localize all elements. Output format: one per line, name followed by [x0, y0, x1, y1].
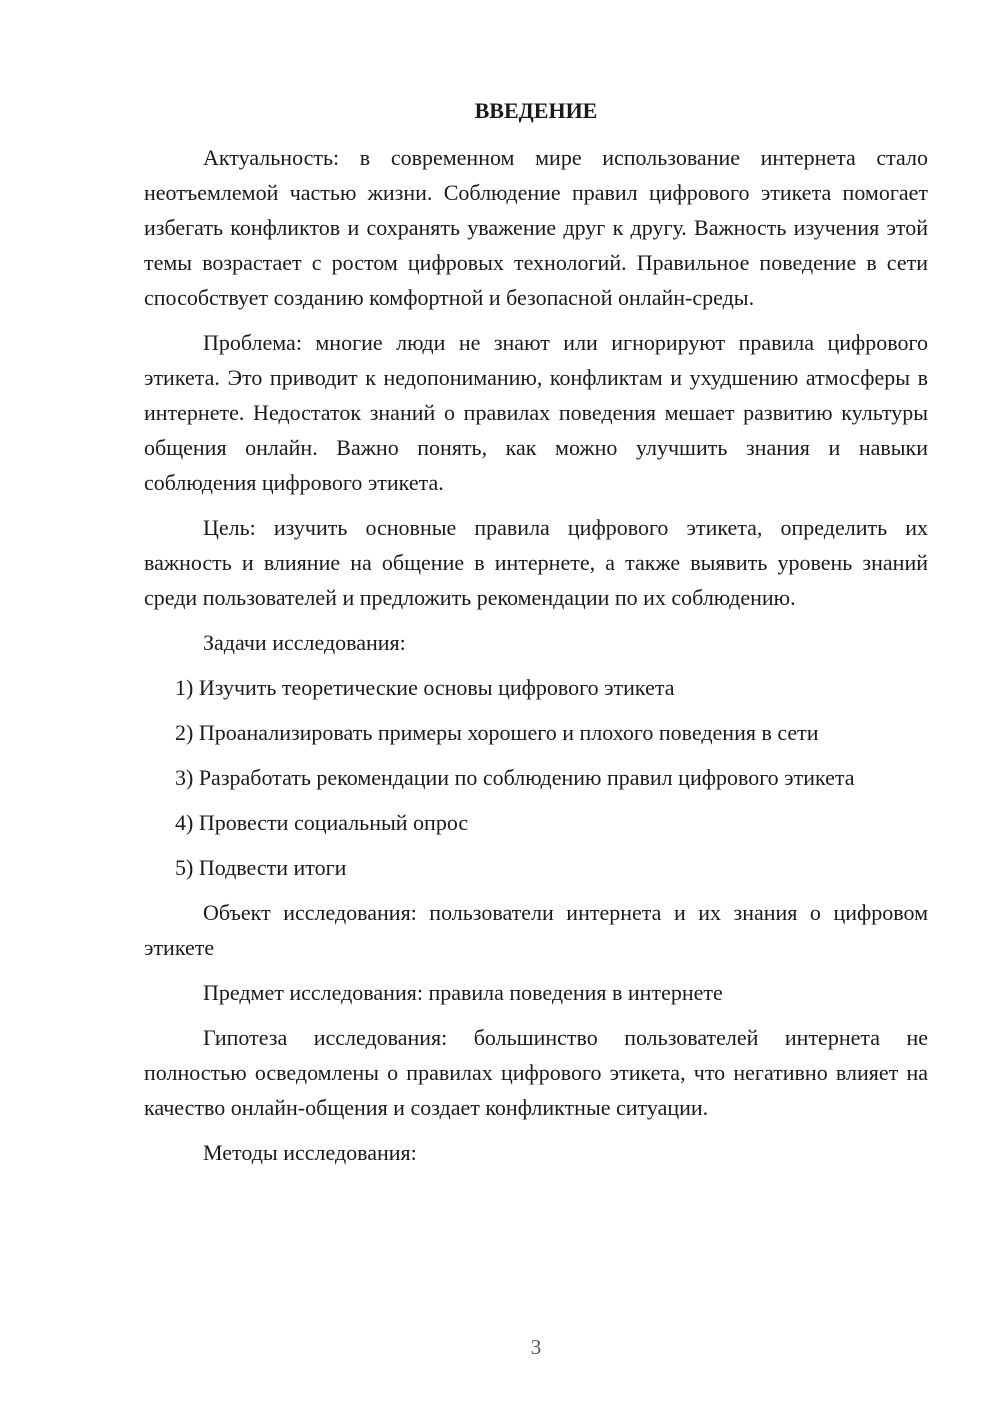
task-item-3: 3) Разработать рекомендации по соблюдению правил цифрового этикета: [175, 765, 855, 790]
subject-paragraph: Предмет исследования: правила поведения в интернете: [203, 980, 723, 1005]
page-number: 3: [530, 1335, 542, 1359]
methods-title: Методы исследования:: [203, 1140, 417, 1165]
relevance-paragraph: Актуальность: в современном мире использование интернета стало неотъемлемой частью жизни. Соблюдение правил цифрового этикета помогает избегать конфликтов и сохранять уважение друг к другу. Важность изучения этой темы возрастает с ростом цифровых технологий. Правильное поведение в сети способствует созданию комфортной и безопасной онлайн-среды.: [144, 145, 928, 310]
object-paragraph: Объект исследования: пользователи интернета и их знания о цифровом этикете: [144, 900, 928, 960]
section-heading: ВВЕДЕНИЕ: [474, 98, 598, 123]
goal-paragraph: Цель: изучить основные правила цифрового этикета, определить их важность и влияние на общение в интернете, а также выявить уровень знаний среди пользователей и предложить рекомендации по их соблюдению.: [144, 515, 928, 610]
task-item-2: 2) Проанализировать примеры хорошего и плохого поведения в сети: [175, 720, 819, 745]
page-content: [144, 93, 928, 1180]
task-item-1: 1) Изучить теоретические основы цифрового этикета: [175, 675, 675, 700]
problem-paragraph: Проблема: многие люди не знают или игнорируют правила цифрового этикета. Это приводит к недопониманию, конфликтам и ухудшению атмосферы в интернете. Недостаток знаний о правилах поведения мешает развитию культуры общения онлайн. Важно понять, как можно улучшить знания и навыки соблюдения цифрового этикета.: [144, 330, 928, 495]
task-item-5: 5) Подвести итоги: [175, 855, 347, 880]
tasks-title: Задачи исследования:: [203, 630, 406, 655]
task-item-4: 4) Провести социальный опрос: [175, 810, 469, 835]
hypothesis-paragraph: Гипотеза исследования: большинство пользователей интернета не полностью осведомлены о правилах цифрового этикета, что негативно влияет на качество онлайн-общения и создает конфликтные ситуации.: [144, 1025, 928, 1120]
